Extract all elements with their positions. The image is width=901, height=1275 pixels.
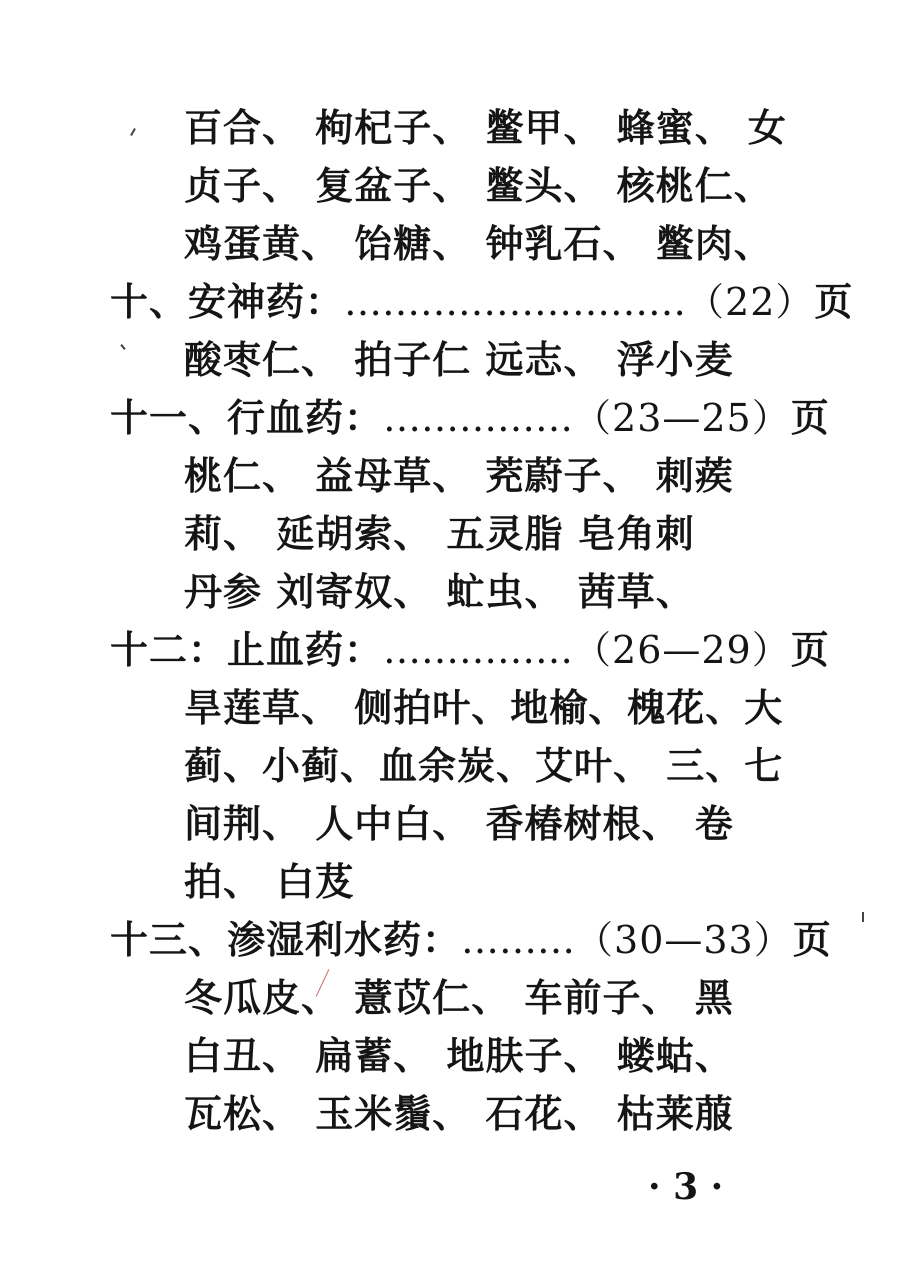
herb-list-line: 桃仁、 益母草、 茺蔚子、 刺蒺	[184, 453, 734, 498]
page-unit: 页	[790, 395, 830, 440]
section-heading	[110, 280, 853, 324]
herb-list-line: 旱莲草、 侧拍叶、地榆、槐花、大	[184, 685, 784, 730]
page-unit: 页	[790, 627, 830, 672]
scan-speck	[120, 344, 125, 350]
section-title: 十二：止血药：	[110, 627, 384, 672]
herb-list-line: 拍、 白芨	[184, 859, 355, 904]
leader-dots: ……………	[383, 628, 574, 672]
section-title: 十、安神药：	[110, 279, 345, 324]
leader-dots: ………	[461, 918, 576, 962]
page-unit: 页	[792, 917, 832, 962]
herb-list-line: 间荆、 人中白、 香椿树根、 卷	[184, 801, 734, 846]
herb-list-line: 莉、 延胡索、 五灵脂 皂角刺	[184, 511, 695, 556]
herb-list-line: 酸枣仁、 拍子仁 远志、 浮小麦	[184, 337, 734, 382]
herb-list-line: 蓟、小蓟、血余炭、艾叶、 三、七	[184, 743, 784, 788]
leader-dots: ……………	[383, 396, 574, 440]
leader-dots: ………………………	[344, 280, 687, 324]
herb-list-line: 贞子、 复盆子、 鳖头、 核桃仁、	[184, 163, 773, 208]
page-unit: 页	[814, 279, 854, 324]
section-heading	[110, 918, 832, 962]
page-range: （23—25）	[573, 396, 791, 440]
section-title: 十一、行血药：	[110, 395, 384, 440]
scan-speck	[862, 912, 864, 922]
page-range: （30—33）	[575, 918, 793, 962]
herb-list-line: 白丑、 扁蓄、 地肤子、 蝼蛄、	[184, 1033, 734, 1078]
page-number: · 3 ·	[648, 1166, 724, 1208]
herb-list-line: 鸡蛋黄、 饴糖、 钟乳石、 鳖肉、	[184, 221, 773, 266]
page-range: （22）	[686, 280, 815, 324]
section-heading	[110, 396, 830, 440]
herb-list-line: 百合、 枸杞子、 鳖甲、 蜂蜜、 女	[184, 105, 787, 150]
scan-speck	[130, 128, 136, 136]
section-title: 十三、渗湿利水药：	[110, 917, 462, 962]
herb-list-line: 丹参 刘寄奴、 虻虫、 茜草、	[184, 569, 695, 614]
herb-list-line: 冬瓜皮、 薏苡仁、 车前子、 黑	[184, 975, 734, 1020]
page-range: （26—29）	[573, 628, 791, 672]
section-heading	[110, 628, 830, 672]
herb-list-line: 瓦松、 玉米鬚、 石花、 枯莱菔	[184, 1091, 734, 1136]
